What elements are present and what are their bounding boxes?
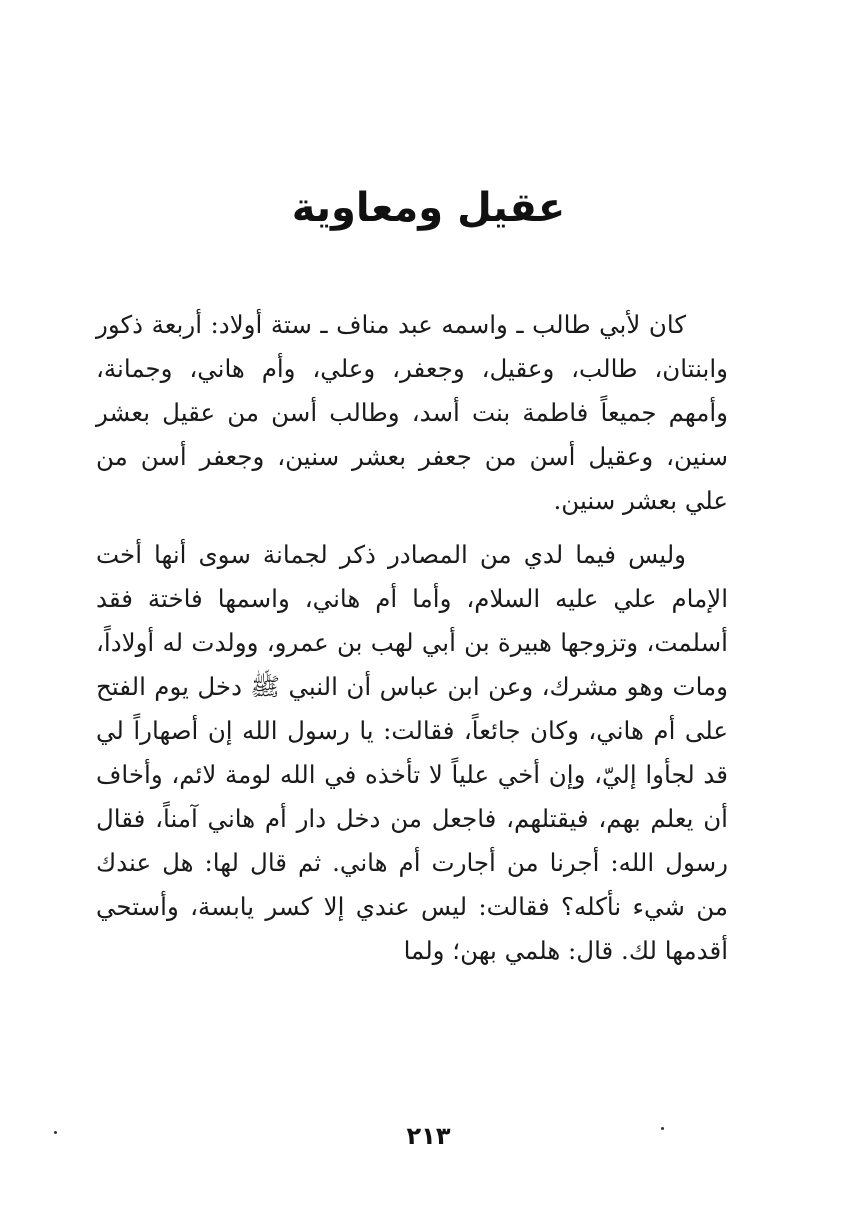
- paragraph-1: كان لأبي طالب ـ واسمه عبد مناف ـ ستة أولاد: أربعة ذكور وابنتان، طالب، وعقيل، وجعفر، وعلي، وأم هاني، وجمانة، وأمهم جميعاً فاطمة بنت أسد، وطالب أسن من عقيل بعشر سنين، وعقيل أسن من جعفر بعشر سنين، وجعفر أسن من علي بعشر سنين.: [96, 310, 728, 515]
- scan-speck-right: [661, 1127, 664, 1130]
- scan-speck-left: [54, 1131, 57, 1134]
- page-number: ٢١٣: [406, 1122, 451, 1150]
- body-text: [96, 303, 728, 973]
- paragraph-2: وليس فيما لدي من المصادر ذكر لجمانة سوى أنها أخت الإمام علي عليه السلام، وأما أم هاني، واسمها فاختة فقد أسلمت، وتزوجها هبيرة بن أبي لهب بن عمرو، وولدت له أولاداً، ومات وهو مشرك، وعن ابن عباس أن النبي ﷺ دخل يوم الفتح على أم هاني، وكان جائعاً، فقالت: يا رسول الله إن أصهاراً لي قد لجأوا إليّ، وإن أخي علياً لا تأخذه في الله لومة لائم، وأخاف أن يعلم بهم، فيقتلهم، فاجعل من دخل دار أم هاني آمناً، فقال رسول الله: أجرنا من أجارت أم هاني. ثم قال لها: هل عندك من شيء نأكله؟ فقالت: ليس عندي إلا كسر يابسة، وأستحي أقدمها لك. قال: هلمي بهن؛ ولما: [96, 540, 728, 965]
- chapter-title: عقيل ومعاوية: [291, 185, 566, 231]
